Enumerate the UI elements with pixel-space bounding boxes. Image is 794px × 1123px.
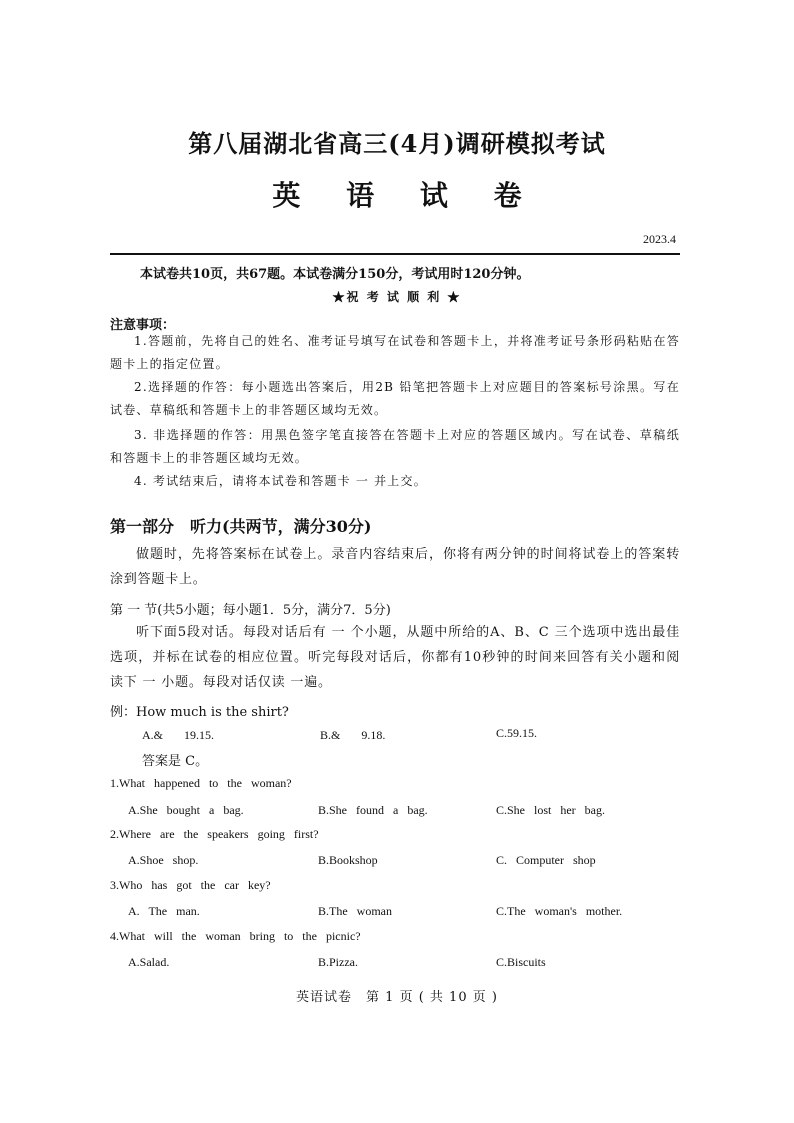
part1-intro: 做题时，先将答案标在试卷上。录音内容结束后，你将有两分钟的时间将试卷上的答案转涂到答题卡上。 [110,547,680,587]
example-prompt: 例：How much is the shirt? [110,705,289,720]
question-1: 1.What happened to the woman? [110,776,292,790]
question-2-option-c: C. Computer shop [496,853,596,867]
question-3-option-b: B.The woman [318,904,392,918]
section1-heading: 第 一 节(共5小题；每小题1．5分，满分7．5分) [110,603,391,618]
question-2: 2.Where are the speakers going first? [110,827,319,841]
exam-date: 2023.4 [643,232,676,246]
notice-heading: 注意事项： [110,318,176,333]
notice-item-1: 1.答题前，先将自己的姓名、准考证号填写在试卷和答题卡上，并将准考证号条形码粘贴在答题卡上的指定位置。 [110,334,680,371]
question-2-option-b: B.Bookshop [318,853,378,867]
question-4-option-c: C.Biscuits [496,955,546,969]
good-luck-line: ★祝 考 试 顺 利 ★ [332,290,462,304]
notice-item-2: 2.选择题的作答：每小题选出答案后，用2B 铅笔把答题卡上对应题目的答案标号涂黑。写在试卷、草稿纸和答题卡上的非答题区域均无效。 [110,380,680,417]
question-3-option-a: A. The man. [128,904,200,918]
question-1-option-b: B.She found a bag. [318,803,428,817]
example-answer: 答案是 C。 [142,754,209,769]
example-option-c: C.59.15. [496,726,538,740]
section1-intro: 听下面5段对话。每段对话后有 一 个小题，从题中所给的A、B、C 三个选项中选出最佳选项，并标在试卷的相应位置。听完每段对话后，你都有10秒钟的时间来回答有关小题和阅读下 一 小题。每段对话仅读 一遍。 [110,625,680,690]
header-divider [110,253,680,255]
part1-heading: 第一部分 听力(共两节，满分30分) [110,517,372,536]
question-4-option-a: A.Salad. [128,955,170,969]
exam-subtitle: 英 语 试 卷 [272,179,540,212]
question-3-option-c: C.The woman's mother. [496,904,623,918]
question-4: 4.What will the woman bring to the picnic? [110,929,361,943]
question-1-option-c: C.She lost her bag. [496,803,605,817]
exam-title: 第八届湖北省高三(4月)调研模拟考试 [188,129,606,158]
question-3: 3.Who has got the car key? [110,878,271,892]
question-4-option-b: B.Pizza. [318,955,358,969]
notice-item-3: 3. 非选择题的作答：用黑色签字笔直接答在答题卡上对应的答题区域内。写在试卷、草稿纸和答题卡上的非答题区域均无效。 [110,428,680,465]
exam-info-line: 本试卷共10页，共67题。本试卷满分150分，考试用时120分钟。 [140,267,530,282]
page-footer: 英语试卷 第 1 页 ( 共 10 页 ) [296,990,498,1005]
question-1-option-a: A.She bought a bag. [128,803,244,817]
notice-item-4: 4. 考试结束后，请将本试卷和答题卡 一 并上交。 [134,474,427,488]
example-option-a: A.& 19.15. [142,728,215,742]
example-option-b: B.& 9.18. [320,728,386,742]
question-2-option-a: A.Shoe shop. [128,853,199,867]
